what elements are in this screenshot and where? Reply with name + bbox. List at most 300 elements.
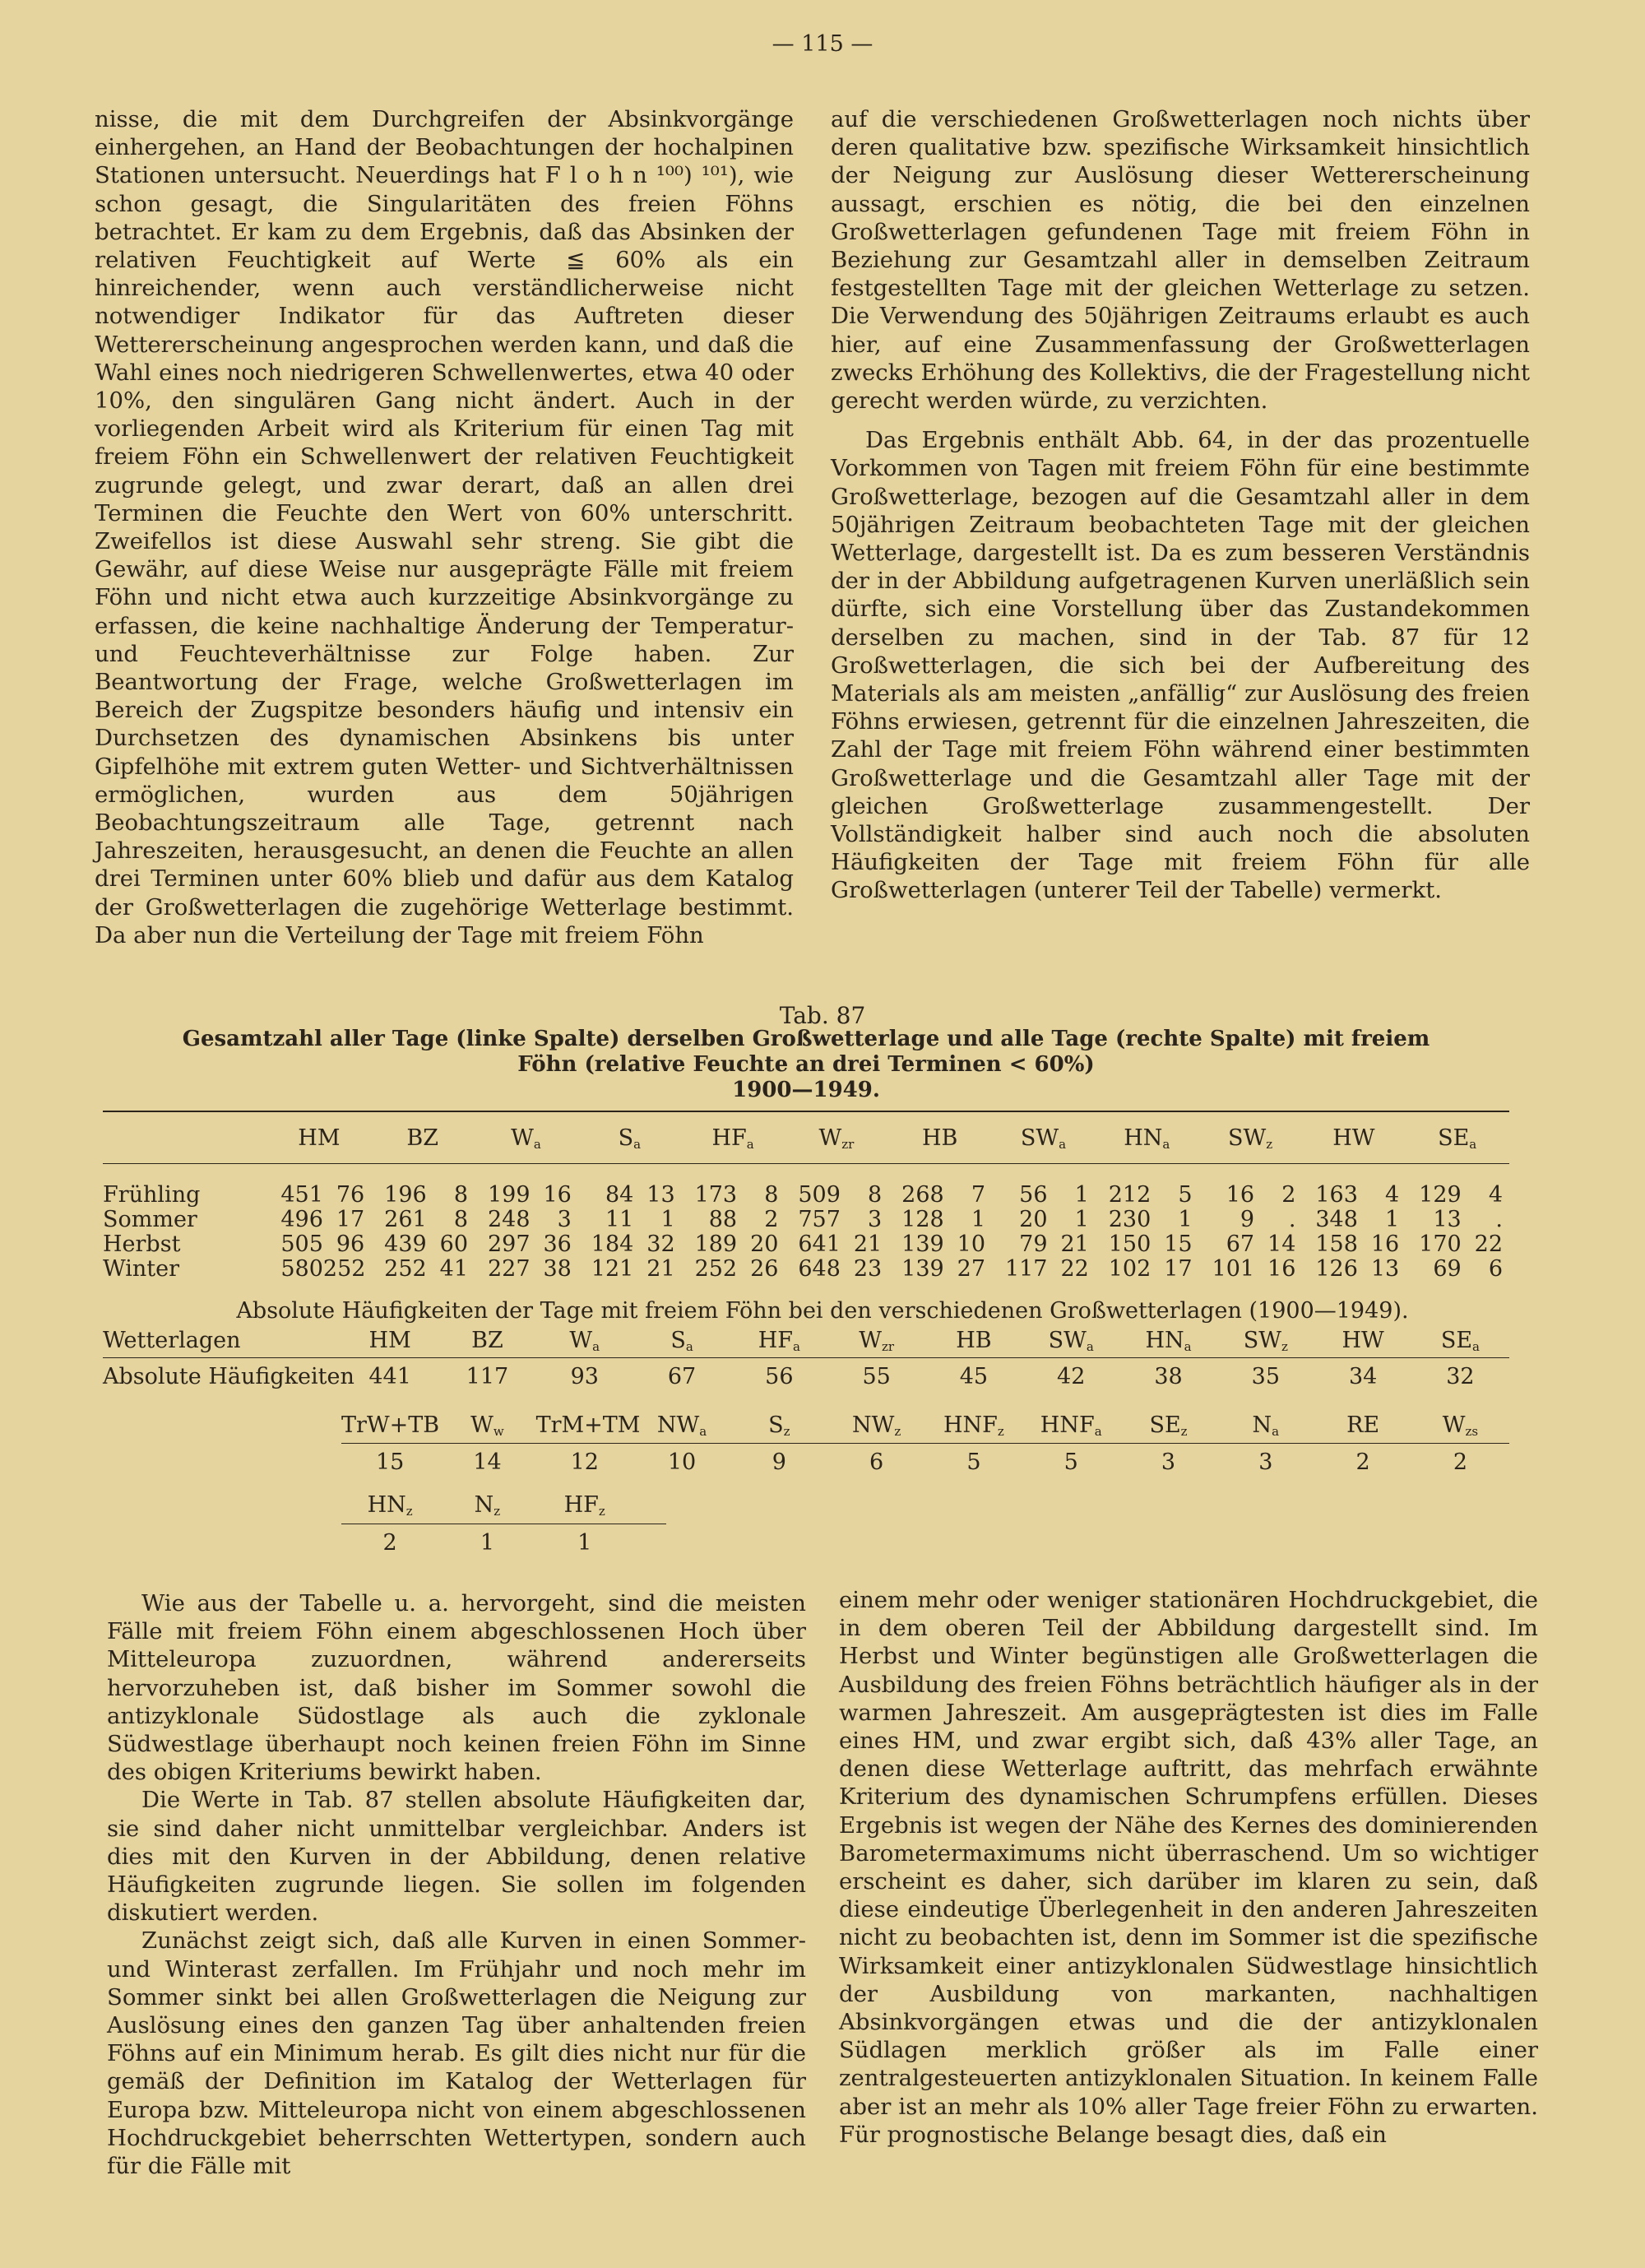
table-cell [371,1208,475,1232]
total-days: 102 [1108,1256,1152,1282]
header-main: HF [711,1125,747,1151]
column-header [438,1326,535,1361]
value-pair [785,1232,888,1257]
text-column-top-left [95,105,794,949]
table-cell [1198,1232,1302,1257]
header-subscript: a [1472,1339,1480,1354]
table-cell [371,1183,475,1208]
foehn-days: 22 [1474,1231,1503,1257]
foehn-days: 10 [957,1231,986,1257]
abs-value: 9 [772,1449,786,1475]
value-pair [267,1183,371,1208]
total-days: 16 [1226,1182,1255,1208]
total-days: 297 [487,1231,531,1257]
foehn-days: . [1495,1207,1503,1232]
table-cell [1302,1208,1406,1232]
foehn-days: 252 [322,1256,366,1282]
foehn-days: 14 [1267,1231,1296,1257]
total-days: 199 [487,1182,531,1208]
foehn-days: 1 [1074,1182,1089,1208]
value-pair [785,1183,888,1208]
header-subscript: a [1184,1339,1192,1354]
season-label: Winter [103,1256,180,1282]
abs-value: 42 [1057,1364,1086,1389]
header-main: SW [1243,1328,1281,1353]
foehn-days: 26 [750,1256,779,1282]
header-main: S [618,1125,634,1151]
foehn-days: 22 [1060,1256,1089,1282]
foehn-days: 1 [660,1207,675,1232]
paragraph: einem mehr oder weniger stationären Hochdruckgebiet, die in dem oberen Teil der Abbildung dargestellt sind. Im Herbst und Winter begünstigen alle Großwetterlagen die Ausbildung des freien Föhns beträchtlich häufiger als in der warmen Jahreszeit. Am ausgeprägtesten ist dies im Falle eines HM, und zwar ergibt sich, daß 43% aller Tage, an denen diese Wetterlage auftritt, das mehrfach erwähnte Kriterium des dynamischen Schrumpfens erfüllen. Dieses Ergebnis ist wegen der Nähe des Kernes des dominierenden Barometermaximums nicht überraschend. Um so wichtiger erscheint es daher, sich darüber im klaren zu sein, daß diese eindeutige Überlegenheit in den anderen Jahreszeiten nicht zu beobachten ist, denn im Sommer ist die spezifische Wirksamkeit einer antizyklonalen Südwestlage hinsichtlich der Ausbildung von markanten, nachhaltigen Absinkvorgängen etwas und die der antizyklonalen Südlagen merklich größer als im Falle einer zentralgesteuerten antizyklonalen Situation. In keinem Falle aber ist an mehr als 10% aller Tage freier Föhn zu erwarten. Für prognostische Belange besagt dies, daß ein [839,1587,1538,2148]
header-main: BZ [471,1328,503,1353]
table-cell [1406,1208,1509,1232]
header-subscript: z [598,1504,605,1519]
foehn-days: 96 [336,1231,365,1257]
value-pair [785,1257,888,1282]
column-header [475,1120,578,1162]
total-days: 252 [694,1256,738,1282]
column-header [1406,1120,1509,1162]
table-cell [785,1208,888,1232]
table-cell [475,1232,578,1257]
table-cell [888,1183,992,1208]
column-header [536,1491,633,1526]
table-cell [1095,1257,1198,1282]
total-days: 79 [1019,1231,1048,1257]
table-top-rule [103,1111,1509,1112]
abs-value: 1 [480,1530,495,1556]
header-main: SE [1440,1328,1473,1353]
value-pair [475,1257,578,1282]
total-days: 451 [280,1182,323,1208]
value-pair [992,1208,1096,1232]
foehn-days: 13 [1370,1256,1400,1282]
abs-label-head: Wetterlagen [103,1328,241,1353]
foehn-days: 1 [1385,1207,1400,1232]
column-header [1302,1120,1406,1162]
header-main: TrW+TB [341,1412,440,1438]
table-cell [1302,1232,1406,1257]
column-header [371,1120,475,1162]
header-main: TrM+TM [535,1412,641,1438]
abs-value: 45 [959,1364,989,1389]
header-main: N [474,1492,494,1518]
abs-value: 38 [1154,1364,1183,1389]
abs-value: 34 [1348,1364,1378,1389]
table-cell [681,1257,785,1282]
total-days: 117 [1004,1256,1048,1282]
table-cell [1406,1257,1509,1282]
column-header [925,1326,1022,1361]
total-days: 13 [1433,1207,1462,1232]
total-days: 580 [280,1256,323,1282]
season-label: Sommer [103,1207,197,1232]
text-column-top-right [831,105,1530,905]
abs-value: 35 [1251,1364,1280,1389]
header-main: S [670,1328,686,1353]
total-days: 150 [1108,1231,1152,1257]
total-days: 139 [901,1231,944,1257]
header-subscript: z [1281,1339,1288,1354]
table-cell [267,1183,371,1208]
foehn-days: 21 [646,1256,675,1282]
value-pair [1406,1257,1509,1282]
table-cell [577,1183,681,1208]
total-days: 126 [1315,1256,1358,1282]
total-days: 641 [798,1231,841,1257]
header-main: HM [368,1328,411,1353]
column-header [1217,1326,1314,1361]
column-header [535,1411,641,1446]
abs-value: 2 [1453,1449,1467,1475]
foehn-days: 4 [1385,1182,1400,1208]
header-main: SW [1020,1125,1059,1151]
foehn-days: 8 [453,1182,469,1208]
foehn-days: 38 [543,1256,572,1282]
abs-label-row: Absolute Häufigkeiten [103,1364,354,1389]
value-pair [371,1208,475,1232]
total-days: 648 [798,1256,841,1282]
table-cell [267,1257,371,1282]
foehn-days: 60 [439,1231,469,1257]
foehn-days: 2 [764,1207,779,1232]
foehn-days: 5 [1178,1182,1193,1208]
column-header [1314,1411,1411,1446]
paragraph: Wie aus der Tabelle u. a. hervorgeht, sind die meisten Fälle mit freiem Föhn einem abgeschlossenen Hoch über Mitteleuropa zuzuordnen, während andererseits hervorzuheben ist, daß bisher im Sommer sowohl die antizyklonale Südostlage als auch die zyklonale Südwestlage überhaupt noch keinen freien Föhn im Sinne des obigen Kriteriums bewirkt haben. [107,1590,806,1786]
value-pair [371,1257,475,1282]
text-column-bottom-left [107,1589,806,2180]
value-pair [785,1208,888,1232]
value-pair [577,1232,681,1257]
header-main: S [768,1412,784,1438]
total-days: 252 [384,1256,427,1282]
abs-value: 15 [375,1449,405,1475]
column-header [1022,1411,1119,1446]
header-subscript: z [783,1424,790,1439]
season-label: Herbst [103,1231,181,1257]
total-days: 20 [1019,1207,1048,1232]
total-days: 509 [798,1182,841,1208]
foehn-days: 4 [1488,1182,1503,1208]
table-cell [785,1232,888,1257]
column-header [925,1411,1022,1446]
total-days: 158 [1315,1231,1358,1257]
value-pair [1302,1183,1406,1208]
value-pair [992,1183,1096,1208]
column-header [438,1411,535,1446]
table-cell [992,1183,1096,1208]
value-pair [577,1183,681,1208]
header-main: NW [851,1412,895,1438]
table-cell [888,1232,992,1257]
value-pair [681,1183,785,1208]
total-days: 121 [591,1256,634,1282]
column-header [730,1326,827,1361]
table-cell [1302,1257,1406,1282]
header-main: HW [1332,1125,1375,1151]
foehn-days: 13 [646,1182,675,1208]
value-pair [1095,1208,1198,1232]
total-days: 84 [605,1182,634,1208]
foehn-days: 8 [868,1182,883,1208]
total-days: 439 [384,1231,427,1257]
abs-value: 93 [570,1364,599,1389]
value-pair [888,1208,992,1232]
total-days: 69 [1433,1256,1462,1282]
abs-value: 2 [1355,1449,1370,1475]
foehn-days: 17 [336,1207,365,1232]
foehn-days: . [1288,1207,1296,1232]
table-number: Tab. 87 [779,1002,866,1029]
column-header [785,1120,888,1162]
header-subscript: z [1266,1137,1273,1152]
value-pair [1406,1208,1509,1232]
header-subscript: zs [1465,1424,1479,1439]
header-subscript: a [633,1137,642,1152]
table-cell [577,1232,681,1257]
header-main: W [859,1328,882,1353]
table-header-rule [103,1163,1509,1164]
column-header [341,1491,438,1526]
header-main: NW [656,1412,700,1438]
column-header [438,1491,535,1526]
total-days: 189 [694,1231,738,1257]
foehn-days: 6 [1488,1256,1503,1282]
foehn-days: 16 [543,1182,572,1208]
total-days: 757 [798,1207,841,1232]
abs-value: 3 [1258,1449,1273,1475]
header-subscript: a [746,1137,754,1152]
column-header [633,1411,730,1446]
value-pair [1302,1208,1406,1232]
value-pair [992,1232,1096,1257]
header-subscript: a [685,1339,693,1354]
header-main: SW [1227,1125,1267,1151]
foehn-days: 36 [543,1231,572,1257]
table-cell [1095,1208,1198,1232]
foehn-days: 21 [853,1231,883,1257]
column-header [730,1411,827,1446]
foehn-days: 32 [646,1231,675,1257]
column-header [827,1411,924,1446]
value-pair [1302,1232,1406,1257]
abs-value: 441 [368,1364,411,1389]
foehn-days: 16 [1370,1231,1400,1257]
column-header [341,1326,438,1361]
table-cell [888,1208,992,1232]
header-subscript: zr [881,1339,895,1354]
table-cell [475,1257,578,1282]
header-main: HNF [943,1412,998,1438]
header-subscript: w [493,1424,504,1439]
table-cell [681,1208,785,1232]
column-header [341,1411,438,1446]
header-subscript: a [1272,1424,1280,1439]
column-header [577,1120,681,1162]
table-cell [785,1183,888,1208]
header-main: HF [758,1328,793,1353]
table-cell [992,1208,1096,1232]
table-cell [888,1257,992,1282]
column-header [1314,1326,1411,1361]
column-header [1095,1120,1198,1162]
page-number: — 115 — [772,31,873,57]
table-title-line: Föhn (relative Feuchte an drei Terminen < 60%) [517,1052,1095,1077]
value-pair [1198,1232,1302,1257]
table-cell [1198,1183,1302,1208]
column-header [1217,1411,1314,1446]
total-days: 88 [708,1207,738,1232]
table-cell [992,1232,1096,1257]
paragraph: Die Werte in Tab. 87 stellen absolute Häufigkeiten dar, sie sind daher nicht unmittelbar vergleichbar. Anders ist dies mit den Kurven in der Abbildung, denen relative Häufigkeiten zugrunde liegen. Sie sollen im folgenden diskutiert werden. [107,1787,806,1927]
abs-value: 12 [570,1449,599,1475]
header-subscript: a [1059,1137,1067,1152]
abs-value: 10 [667,1449,697,1475]
total-days: 56 [1019,1182,1048,1208]
value-pair [475,1208,578,1232]
abs-value: 6 [869,1449,884,1475]
table-cell [1198,1257,1302,1282]
foehn-days: 23 [853,1256,883,1282]
header-subscript: z [405,1504,413,1519]
column-header [633,1326,730,1361]
header-subscript: z [894,1424,901,1439]
header-main: RE [1346,1412,1380,1438]
header-main: HN [367,1492,406,1518]
abs-row2-values [341,1448,1509,1477]
total-days: 139 [901,1256,944,1282]
header-subscript: a [1094,1424,1102,1439]
value-pair [888,1183,992,1208]
table-title-line: Gesamtzahl aller Tage (linke Spalte) derselben Großwetterlage und alle Tage (rechte Spalte) mit freiem [182,1027,1430,1051]
total-days: 268 [901,1182,944,1208]
value-pair [267,1257,371,1282]
foehn-days: 15 [1164,1231,1193,1257]
total-days: 196 [384,1182,427,1208]
abs-value: 1 [577,1530,592,1556]
column-header [992,1120,1096,1162]
absolute-frequencies-title: Absolute Häufigkeiten der Tage mit freiem Föhn bei den verschiedenen Großwetterlagen (1900—1949). [236,1298,1409,1324]
value-pair [475,1183,578,1208]
abs-value: 5 [1063,1449,1078,1475]
value-pair [888,1257,992,1282]
header-spacer [103,1120,267,1162]
foehn-days: 41 [439,1256,469,1282]
table-title-line: 1900—1949. [732,1078,880,1102]
value-pair [371,1183,475,1208]
foehn-days: 17 [1164,1256,1193,1282]
header-main: HF [563,1492,599,1518]
table-cell [1095,1232,1198,1257]
table-cell [475,1183,578,1208]
value-pair [1198,1183,1302,1208]
foehn-days: 8 [764,1182,779,1208]
total-days: 67 [1226,1231,1255,1257]
column-header [1119,1411,1216,1446]
column-header [681,1120,785,1162]
column-header [888,1120,992,1162]
paragraph: Zunächst zeigt sich, daß alle Kurven in einen Sommer- und Winterast zerfallen. Im Frühjahr und noch mehr im Sommer sinkt bei allen Großwetterlagen die Neigung zur Auslösung eines den ganzen Tag über anhaltenden freien Föhns auf ein Minimum herab. Es gilt dies nicht nur für die gemäß der Definition im Katalog der Wetterlagen für Europa bzw. Mitteleuropa nicht von einem abgeschlossenen Hochdruckgebiet beherrschten Wettertypen, sondern auch für die Fälle mit [107,1927,806,2180]
value-pair [681,1257,785,1282]
total-days: 212 [1108,1182,1152,1208]
foehn-days: 76 [336,1182,365,1208]
abs-value: 56 [765,1364,794,1389]
table-cell [577,1208,681,1232]
table-cell [681,1183,785,1208]
header-main: HW [1341,1328,1384,1353]
table-cell [1302,1183,1406,1208]
foehn-days: 3 [557,1207,572,1232]
column-header [536,1326,633,1361]
table-title [103,1027,1509,1103]
value-pair [267,1208,371,1232]
foehn-days: 21 [1060,1231,1089,1257]
total-days: 248 [487,1207,531,1232]
header-main: SW [1048,1328,1087,1353]
total-days: 101 [1212,1256,1255,1282]
total-days: 129 [1419,1182,1462,1208]
header-subscript: z [1180,1424,1188,1439]
column-header [1022,1326,1119,1361]
table-cell [475,1208,578,1232]
value-pair [992,1257,1096,1282]
header-subscript: a [592,1339,600,1354]
total-days: 128 [901,1207,944,1232]
foehn-days: 27 [957,1256,986,1282]
abs-value: 32 [1446,1364,1475,1389]
header-main: W [470,1412,494,1438]
header-main: BZ [406,1125,438,1151]
table-cell [1095,1183,1198,1208]
header-subscript: a [1469,1137,1477,1152]
abs-row3-header [341,1491,662,1526]
value-pair [1198,1257,1302,1282]
value-pair [577,1257,681,1282]
header-subscript: zr [841,1137,855,1152]
season-table-header [103,1120,1509,1157]
abs-rule-1 [103,1357,1509,1358]
total-days: 11 [605,1207,634,1232]
value-pair [577,1208,681,1232]
value-pair [267,1232,371,1257]
abs-value: 5 [966,1449,981,1475]
abs-value: 67 [667,1364,697,1389]
value-pair [371,1232,475,1257]
table-cell [1198,1208,1302,1232]
paragraph: nisse, die mit dem Durchgreifen der Absinkvorgänge einhergehen, an Hand der Beobachtungen der hochalpinen Stationen untersucht. Neuerdings hat F l o h n ¹⁰⁰) ¹⁰¹), wie schon gesagt, die Singularitäten des freien Föhns betrachtet. Er kam zu dem Ergebnis, daß das Absinken der relativen Feuchtigkeit auf Werte ≦ 60% als ein hinreichender, wenn auch verständlicherweise nicht notwendiger Indikator für das Auftreten dieser Wettererscheinung angesprochen werden kann, und daß die Wahl eines noch niedrigeren Schwellenwertes, etwa 40 oder 10%, den singulären Gang nicht ändert. Auch in der vorliegenden Arbeit wird als Kriterium für einen Tag mit freiem Föhn ein Schwellenwert der relativen Feuchtigkeit zugrunde gelegt, und zwar derart, daß an allen drei Terminen die Feuchte den Wert von 60% unterschritt. Zweifellos ist diese Auswahl sehr streng. Sie gibt die Gewähr, auf diese Weise nur ausgeprägte Fälle mit freiem Föhn und nicht etwa auch kurzzeitige Absinkvorgänge zu erfassen, die keine nachhaltige Änderung der Temperatur- und Feuchteverhältnisse zur Folge haben. Zur Beantwortung der Frage, welche Großwetterlagen im Bereich der Zugspitze besonders häufig und intensiv ein Durchsetzen des dynamischen Absinkens bis unter Gipfelhöhe mit extrem guten Wetter- und Sichtverhältnissen ermöglichen, wurden aus dem 50jährigen Beobachtungszeitraum alle Tage, getrennt nach Jahreszeiten, herausgesucht, an denen die Feuchte an allen drei Terminen unter 60% blieb und dafür aus dem Katalog der Großwetterlagen die zugehörige Wetterlage bestimmt. Da aber nun die Verteilung der Tage mit freiem Föhn [95,106,794,948]
table-cell [681,1232,785,1257]
table-cell [371,1257,475,1282]
total-days: 170 [1419,1231,1462,1257]
table-cell [267,1232,371,1257]
foehn-days: 2 [1281,1182,1296,1208]
abs-row1-values [103,1362,1509,1392]
value-pair [1406,1183,1509,1208]
header-subscript: a [699,1424,707,1439]
foehn-days: 20 [750,1231,779,1257]
total-days: 230 [1108,1207,1152,1232]
total-days: 163 [1315,1182,1358,1208]
header-main: N [1252,1412,1272,1438]
column-header [1411,1326,1508,1361]
foehn-days: 3 [868,1207,883,1232]
header-subscript: a [533,1137,541,1152]
value-pair [1302,1257,1406,1282]
value-pair [888,1232,992,1257]
header-main: W [818,1125,842,1151]
total-days: 505 [280,1231,323,1257]
value-pair [1095,1257,1198,1282]
